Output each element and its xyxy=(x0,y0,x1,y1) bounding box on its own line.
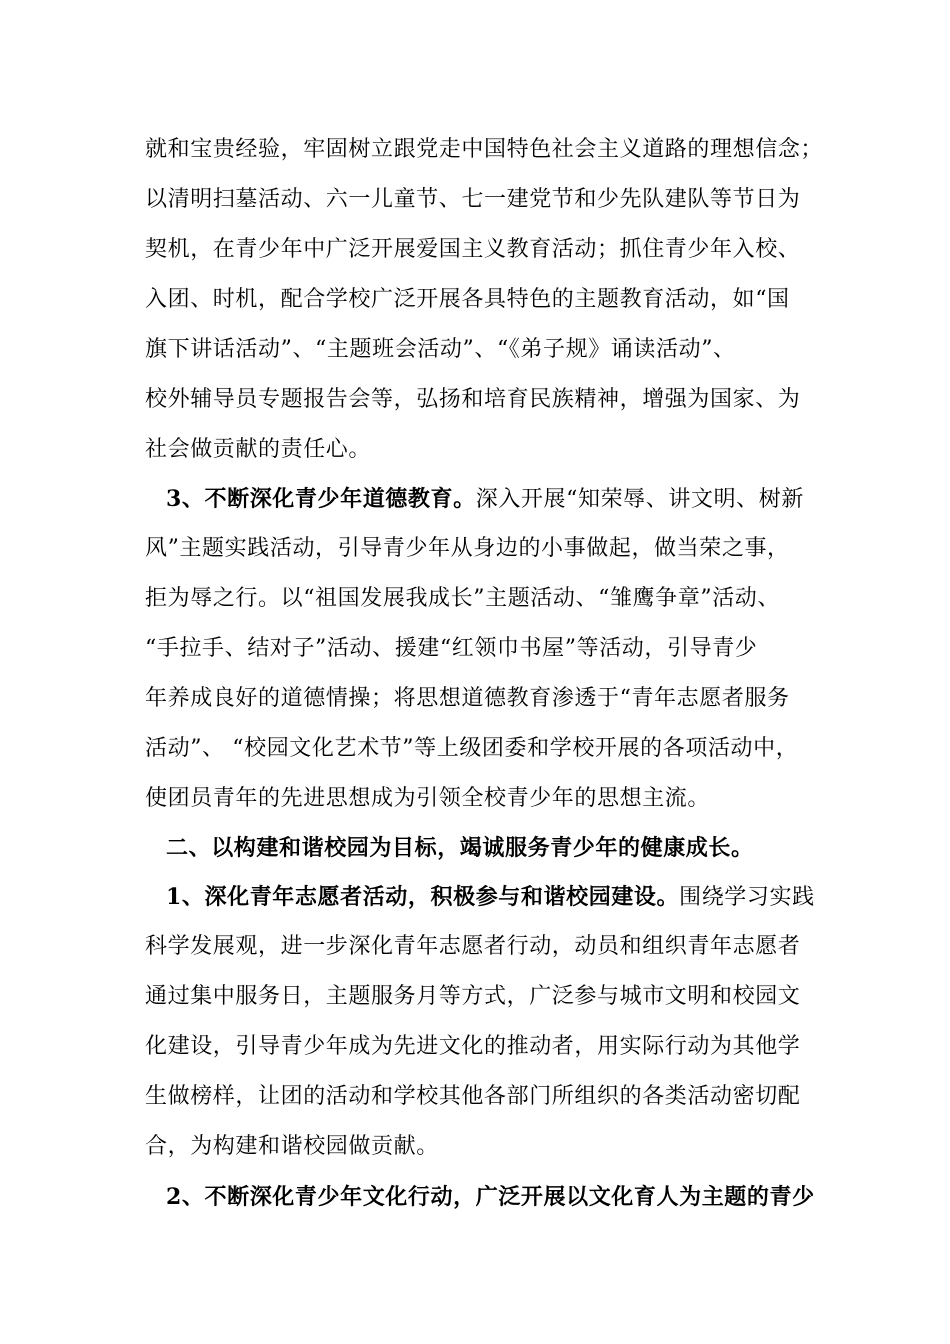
section-2-1-heading: 1、深化青年志愿者活动，积极参与和谐校园建设。 xyxy=(166,884,680,910)
section-2-1-text: 围绕学习实践 xyxy=(679,885,815,910)
paragraph-line: 合，为构建和谐校园做贡献。 xyxy=(145,1134,439,1159)
section-2-1-first-line xyxy=(166,882,815,912)
paragraph-line: 就和宝贵经验，牢固树立跟党走中国特色社会主义道路的理想信念； xyxy=(145,137,824,162)
paragraph-line: 拒为辱之行。以“祖国发展我成长”主题活动、“雏鹰争章”活动、 xyxy=(145,586,780,611)
paragraph-line: 旗下讲话活动”、“主题班会活动”、“《弟子规》诵读活动”、 xyxy=(145,337,736,362)
paragraph-line: 活动”、 “校园文化艺术节”等上级团委和学校开展的各项活动中， xyxy=(145,736,799,761)
paragraph-line: 生做榜样，让团的活动和学校其他各部门所组织的各类活动密切配 xyxy=(145,1084,801,1109)
paragraph-line: 契机，在青少年中广泛开展爱国主义教育活动；抓住青少年入校、 xyxy=(145,237,801,262)
part-2-heading: 二、以构建和谐校园为目标，竭诚服务青少年的健康成长。 xyxy=(166,835,754,861)
paragraph-line: 入团、时机，配合学校广泛开展各具特色的主题教育活动，如“国 xyxy=(145,287,790,312)
section-3-text: 深入开展“知荣辱、讲文明、树新 xyxy=(475,487,804,512)
paragraph-line: 年养成良好的道德情操；将思想道德教育渗透于“青年志愿者服务 xyxy=(145,686,790,711)
section-3-heading: 3、不断深化青少年道德教育。 xyxy=(166,486,476,512)
paragraph-line: 风”主题实践活动，引导青少年从身边的小事做起，做当荣之事， xyxy=(145,536,790,561)
paragraph-line: 社会做贡献的责任心。 xyxy=(145,437,372,462)
section-2-2-heading: 2、不断深化青少年文化行动，广泛开展以文化育人为主题的青少 xyxy=(166,1184,815,1210)
paragraph-line: 化建设，引导青少年成为先进文化的推动者，用实际行动为其他学 xyxy=(145,1034,801,1059)
paragraph-line: 通过集中服务日，主题服务月等方式，广泛参与城市文明和校园文 xyxy=(145,984,801,1009)
paragraph-line: 校外辅导员专题报告会等，弘扬和培育民族精神，增强为国家、为 xyxy=(145,387,801,412)
paragraph-line: “手拉手、结对子”活动、援建“红领巾书屋”等活动，引导青少 xyxy=(145,636,758,661)
paragraph-line: 科学发展观，进一步深化青年志愿者行动，动员和组织青年志愿者 xyxy=(145,934,801,959)
paragraph-line: 使团员青年的先进思想成为引领全校青少年的思想主流。 xyxy=(145,786,711,811)
section-3-first-line xyxy=(166,484,804,514)
paragraph-line: 以清明扫墓活动、六一儿童节、七一建党节和少先队建队等节日为 xyxy=(145,187,801,212)
